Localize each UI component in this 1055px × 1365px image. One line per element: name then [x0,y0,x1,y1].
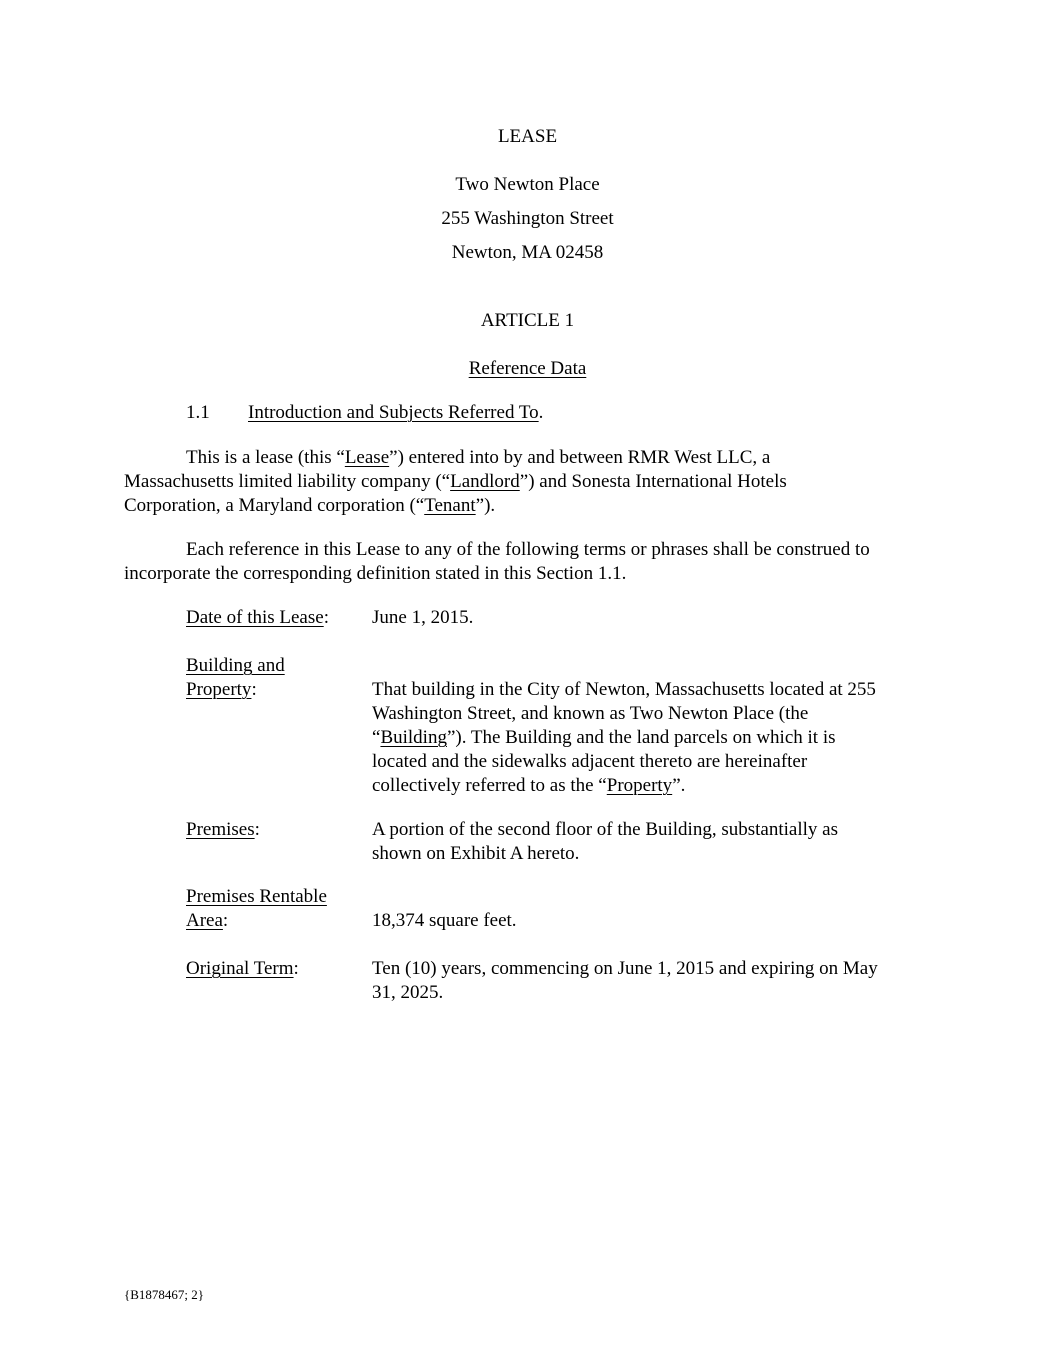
value-line: Washington Street, and known as Two Newton Place (the [372,703,809,724]
value-line: located and the sidewalks adjacent thereto are hereinafter [372,751,808,772]
definition-term-building [186,654,285,702]
section-number: 1.1 [186,402,210,423]
definition-term-area [186,885,327,933]
definition-term-date [186,606,329,630]
defined-term-landlord: Landlord [450,471,520,492]
value-text: ”). The Building and the land parcels on which it is [446,727,836,748]
defined-term-lease: Lease [344,447,390,468]
value-line: Ten (10) years, commencing on June 1, 2015 and expiring on May [372,958,878,979]
value-text: ”. [672,775,686,796]
intro-text: This is a lease (this “ [186,447,345,468]
intro-text: ”) and Sonesta International Hotels [519,471,787,492]
value-line [372,774,942,798]
article-title: ARTICLE 1 [480,310,575,331]
defined-term-tenant: Tenant [424,495,476,516]
term-colon: : [222,910,229,931]
address-line-1: Two Newton Place [455,174,600,195]
intro-line-1 [124,446,954,470]
value-line: June 1, 2015. [372,607,474,628]
definition-value-building [372,678,942,798]
definition-value-date [372,606,942,630]
value-line: A portion of the second floor of the Building, substantially as [372,819,838,840]
reference-line-2: incorporate the corresponding definition stated in this Section 1.1. [124,563,627,584]
definition-value-area [372,909,942,933]
term-label: Original Term [186,958,294,979]
term-label: Premises [186,819,255,840]
article-subtitle-text: Reference Data [468,358,587,379]
definition-term-premises [186,818,260,842]
defined-term-property: Property [606,775,673,796]
value-text: collectively referred to as the “ [372,775,607,796]
reference-line-1: Each reference in this Lease to any of the following terms or phrases shall be construed to [186,539,870,560]
value-line [372,726,942,750]
document-id-footer: {B1878467; 2} [124,1287,205,1302]
definition-term-original-term [186,957,299,981]
value-line: 31, 2025. [372,982,444,1003]
address-line-2: 255 Washington Street [441,208,614,229]
term-label: Building and [186,655,285,676]
section-title [248,401,543,425]
intro-text: ”). [475,495,496,516]
defined-term-building: Building [380,727,447,748]
term-label: Property [186,679,252,700]
intro-text: Corporation, a Maryland corporation (“ [124,495,425,516]
intro-line-2 [124,470,954,494]
definition-value-premises [372,818,942,866]
value-text: “ [372,727,381,748]
term-label: Area [186,910,223,931]
reference-paragraph [124,538,954,586]
section-title-text: Introduction and Subjects Referred To [248,402,539,423]
term-label: Premises Rentable [186,886,327,907]
intro-text: Massachusetts limited liability company (“ [124,471,451,492]
value-line: 18,374 square feet. [372,910,517,931]
value-line: That building in the City of Newton, Massachusetts located at 255 [372,679,876,700]
article-subtitle [0,357,1055,381]
definition-value-original-term [372,957,942,1005]
document-title: LEASE [497,126,558,147]
term-colon: : [254,819,260,840]
section-title-suffix: . [538,402,544,423]
intro-paragraph [124,446,954,518]
term-colon: : [293,958,299,979]
address-line-3: Newton, MA 02458 [451,242,604,263]
intro-line-3 [124,494,954,518]
term-label: Date of this Lease [186,607,324,628]
term-colon: : [251,679,257,700]
intro-text: ”) entered into by and between RMR West LLC, a [389,447,771,468]
term-colon: : [323,607,329,628]
value-line: shown on Exhibit A hereto. [372,843,580,864]
